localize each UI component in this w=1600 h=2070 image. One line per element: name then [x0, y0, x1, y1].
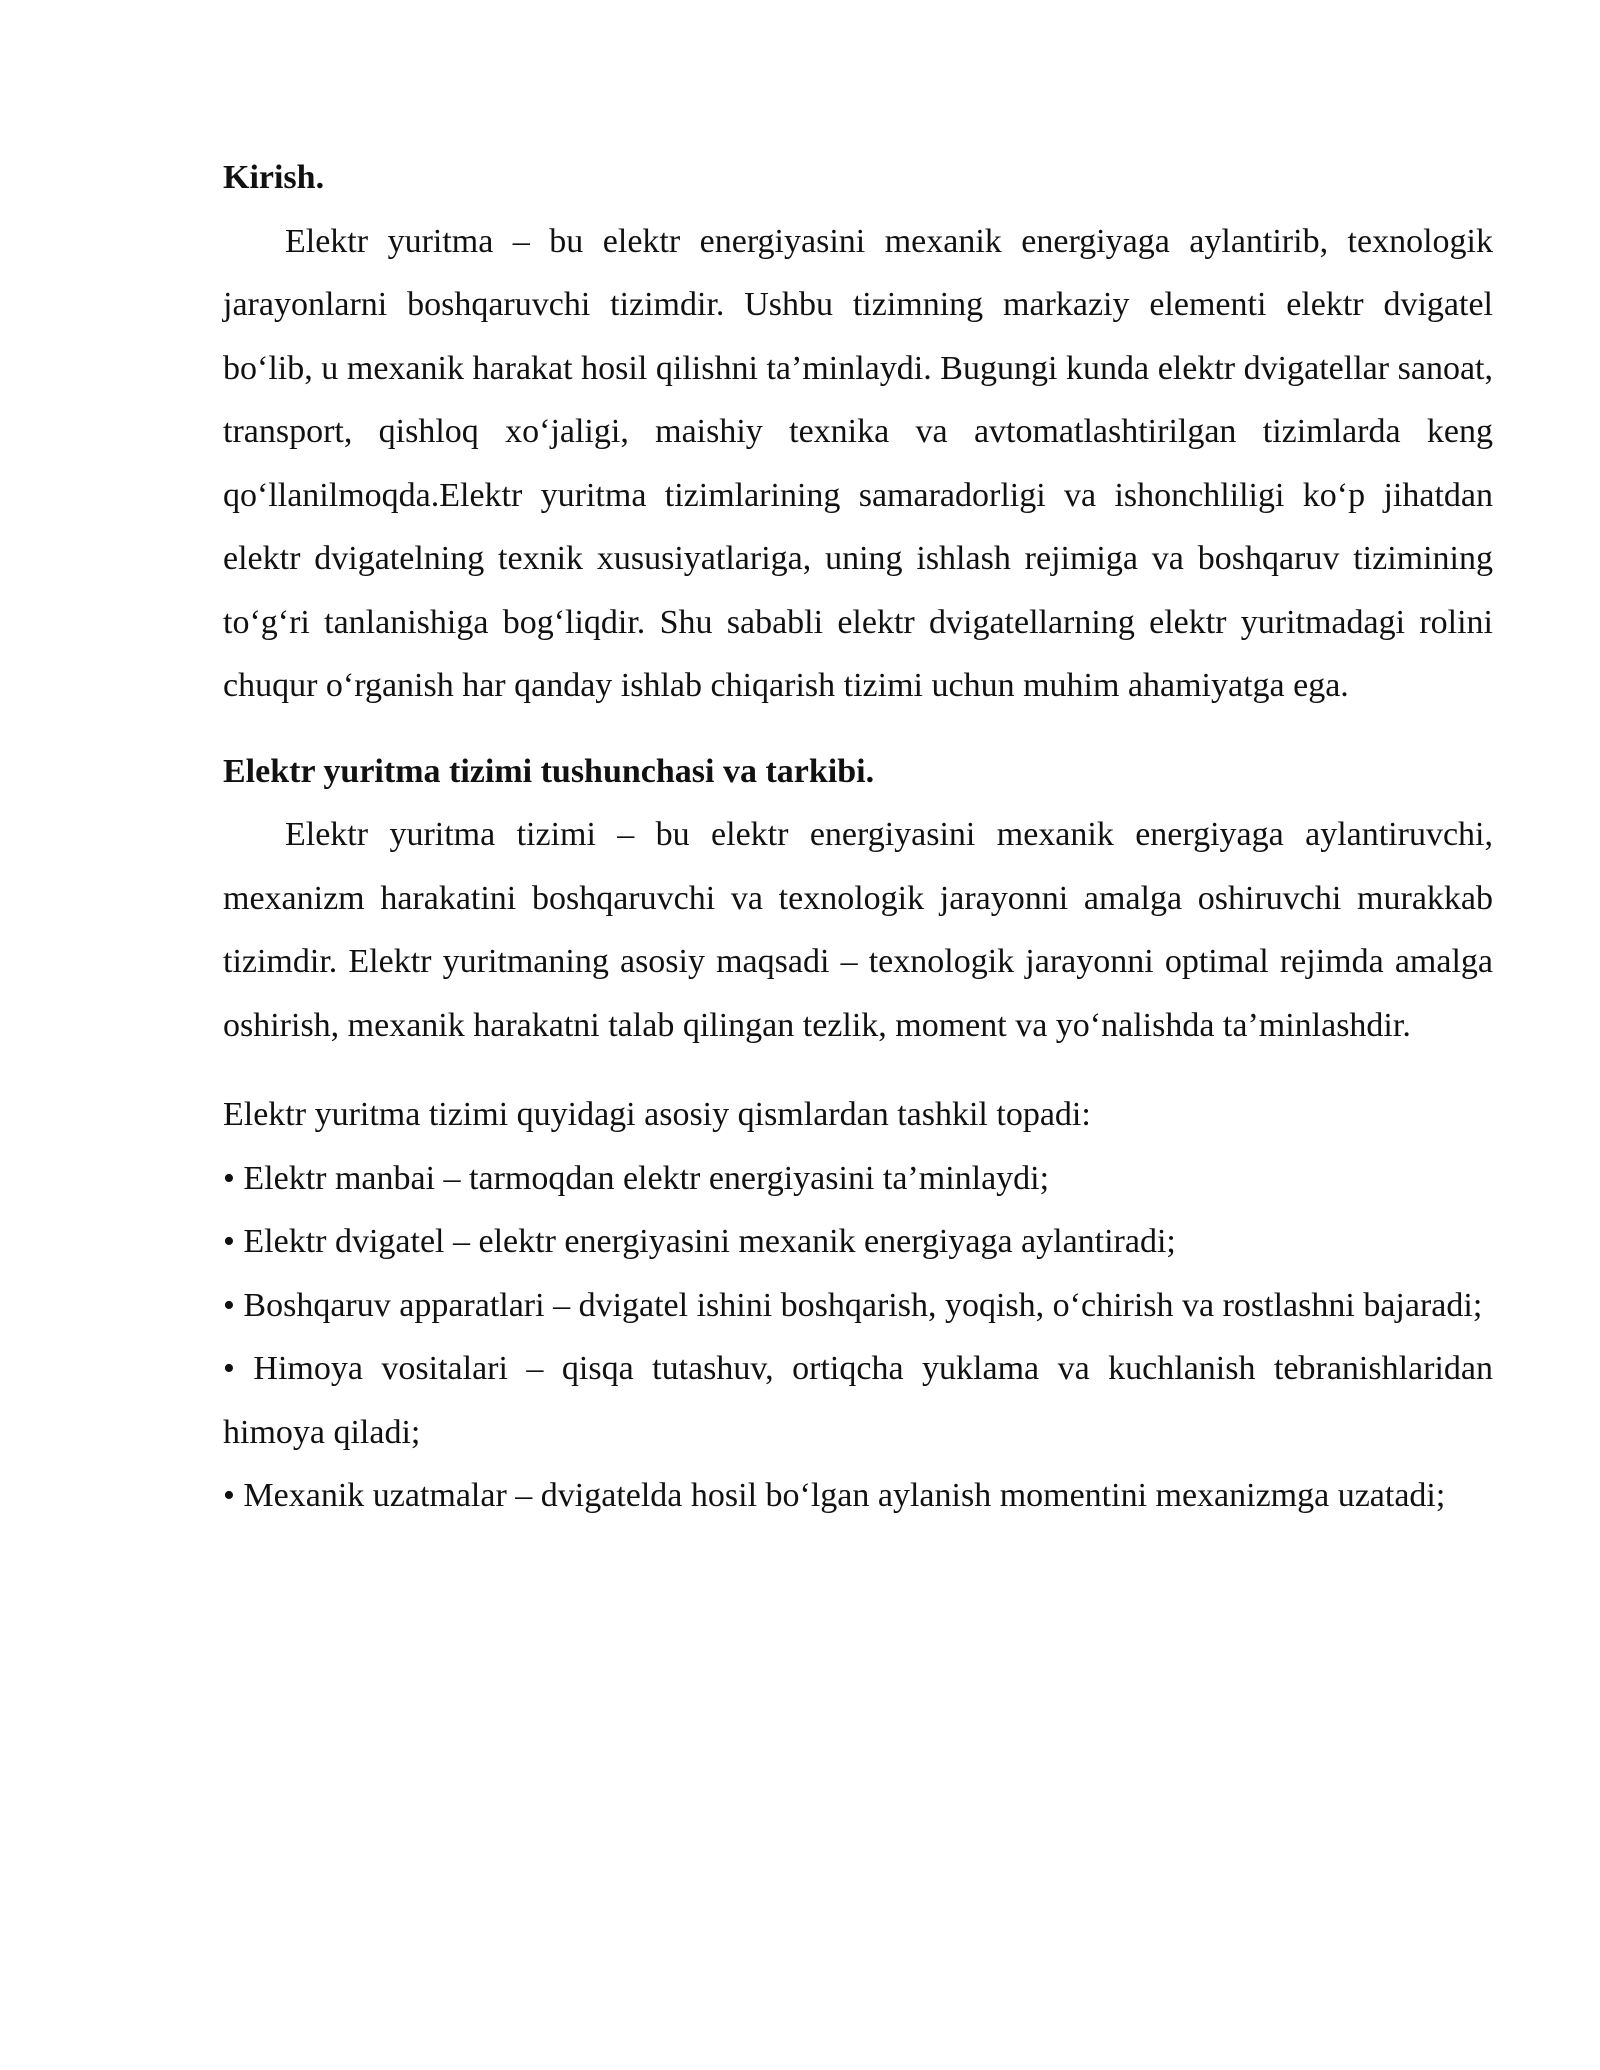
document-page: [223, 146, 1493, 1528]
section-paragraph: Elektr yuritma tizimi – bu elektr energiyasini mexanik energiyaga aylantiruvchi, mexanizm harakatini boshqaruvchi va texnologik jarayonni amalga oshiruvchi murakkab tizimdir. Elektr yuritmaning asosiy maqsadi – texnologik jarayonni optimal rejimda amalga oshirish, mexanik harakatni talab qilingan tezlik, moment va yo‘nalishda ta’minlashdir.: [223, 816, 1493, 1044]
intro-heading: Kirish.: [223, 159, 325, 196]
list-item: • Boshqaruv apparatlari – dvigatel ishini boshqarish, yoqish, o‘chirish va rostlashni bajaradi;: [223, 1286, 1483, 1324]
list-intro: Elektr yuritma tizimi quyidagi asosiy qismlardan tashkil topadi:: [223, 1096, 1091, 1133]
list-item: • Elektr manbai – tarmoqdan elektr energiyasini ta’minlaydi;: [223, 1159, 1050, 1197]
intro-paragraph: Elektr yuritma – bu elektr energiyasini mexanik energiyaga aylantirib, texnologik jarayonlarni boshqaruvchi tizimdir. Ushbu tizimning markaziy elementi elektr dvigatel bo‘lib, u mexanik harakat hosil qilishni ta’minlaydi. Bugungi kunda elektr dvigatellar sanoat, transport, qishloq xo‘jaligi, maishiy texnika va avtomatlashtirilgan tizimlarda keng qo‘llanilmoqda.Elektr yuritma tizimlarining samaradorligi va ishonchliligi ko‘p jihatdan elektr dvigatelning texnik xususiyatlariga, uning ishlash rejimiga va boshqaruv tizimining to‘g‘ri tanlanishiga bog‘liqdir. Shu sababli elektr dvigatellarning elektr yuritmadagi rolini chuqur o‘rganish har qanday ishlab chiqarish tizimi uchun muhim ahamiyatga ega.: [223, 222, 1493, 704]
section-heading: Elektr yuritma tizimi tushunchasi va tarkibi.: [223, 752, 875, 790]
list-item: • Elektr dvigatel – elektr energiyasini mexanik energiyaga aylantiradi;: [223, 1223, 1176, 1260]
list-item: • Himoya vositalari – qisqa tutashuv, ortiqcha yuklama va kuchlanish tebranishlaridan himoya qiladi;: [223, 1350, 1493, 1451]
list-item: • Mexanik uzatmalar – dvigatelda hosil bo‘lgan aylanish momentini mexanizmga uzatadi;: [223, 1477, 1446, 1514]
